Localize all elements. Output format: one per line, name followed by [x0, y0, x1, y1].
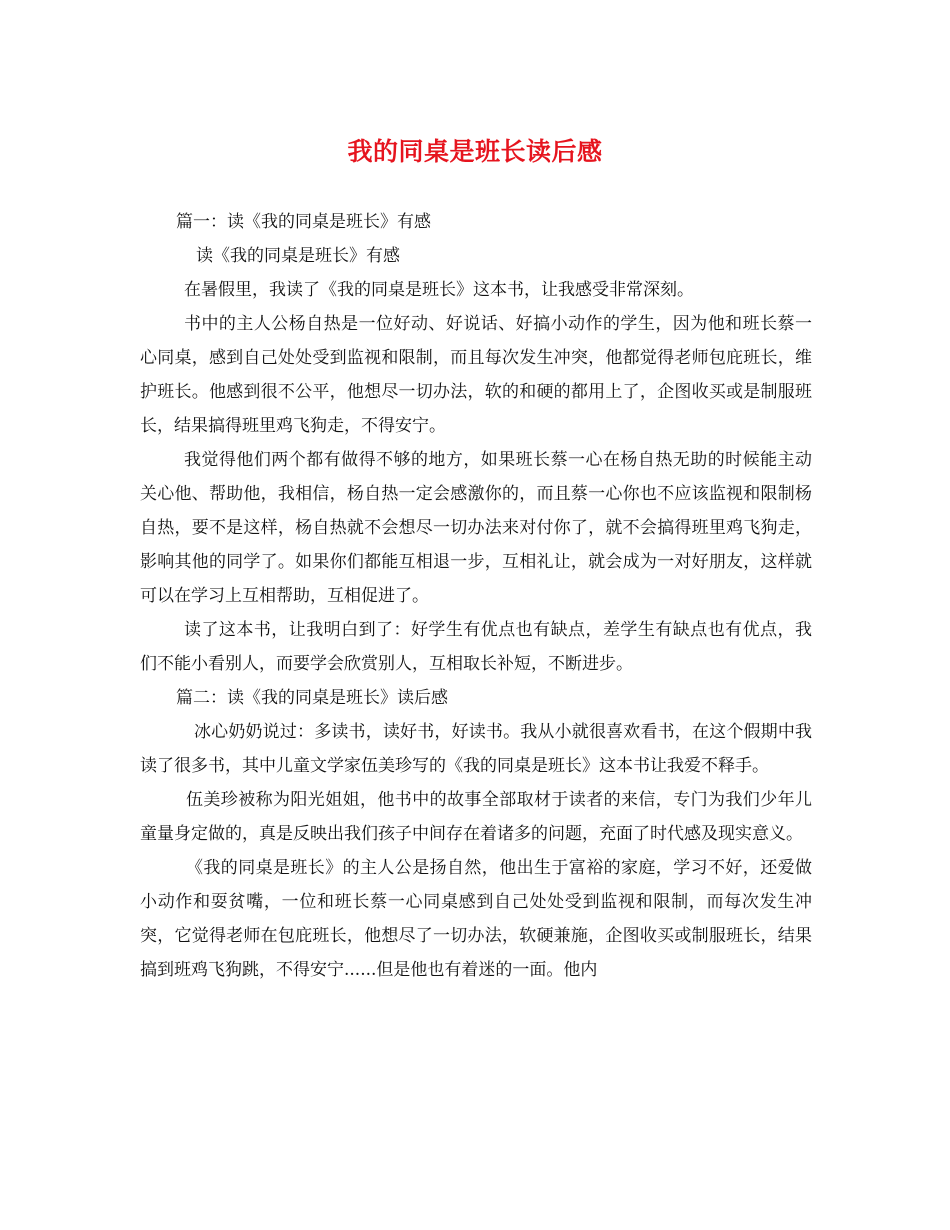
document-title: 我的同桌是班长读后感: [347, 137, 603, 166]
paragraph: 冰心奶奶说过：多读书，读好书，好读书。我从小就很喜欢看书，在这个假期中我读了很多书，其中儿童文学家伍美珍写的《我的同桌是班长》这本书让我爱不释手。: [140, 722, 812, 776]
document-body: [140, 205, 812, 987]
section-heading-2: 篇二：读《我的同桌是班长》读后感: [176, 688, 448, 708]
subtitle-1: 读《我的同桌是班长》有感: [196, 246, 400, 266]
paragraph: 我觉得他们两个都有做得不够的地方，如果班长蔡一心在杨自热无助的时候能主动关心他、帮助他，我相信，杨自热一定会感激你的，而且蔡一心你也不应该监视和限制杨自热，要不是这样，杨自热就不会想尽一切办法来对付你了，就不会搞得班里鸡飞狗走，影响其他的同学了。如果你们都能互相退一步，互相礼让，就会成为一对好朋友，这样就可以在学习上互相帮助，互相促进了。: [140, 450, 812, 606]
paragraph: 伍美珍被称为阳光姐姐，他书中的故事全部取材于读者的来信，专门为我们少年儿童量身定做的，真是反映出我们孩子中间存在着诸多的问题，充面了时代感及现实意义。: [140, 790, 812, 844]
paragraph: 《我的同桌是班长》的主人公是扬自然，他出生于富裕的家庭，学习不好，还爱做小动作和耍贫嘴，一位和班长蔡一心同桌感到自己处处受到监视和限制，而每次发生冲突，它觉得老师在包庇班长，他想尽了一切办法，软硬兼施，企图收买或制服班长，结果搞到班鸡飞狗跳，不得安宁......但是他也有着迷的一面。他内: [140, 858, 812, 980]
section-heading-1: 篇一：读《我的同桌是班长》有感: [176, 212, 431, 232]
paragraph: 在暑假里，我读了《我的同桌是班长》这本书，让我感受非常深刻。: [184, 280, 694, 300]
paragraph: 读了这本书，让我明白到了：好学生有优点也有缺点，差学生有缺点也有优点，我们不能小看别人，而要学会欣赏别人，互相取长补短，不断进步。: [140, 620, 812, 674]
paragraph: 书中的主人公杨自热是一位好动、好说话、好搞小动作的学生，因为他和班长蔡一心同桌，感到自己处处受到监视和限制，而且每次发生冲突，他都觉得老师包庇班长，维护班长。他感到很不公平，他想尽一切办法，软的和硬的都用上了，企图收买或是制服班长，结果搞得班里鸡飞狗走，不得安宁。: [140, 314, 812, 436]
